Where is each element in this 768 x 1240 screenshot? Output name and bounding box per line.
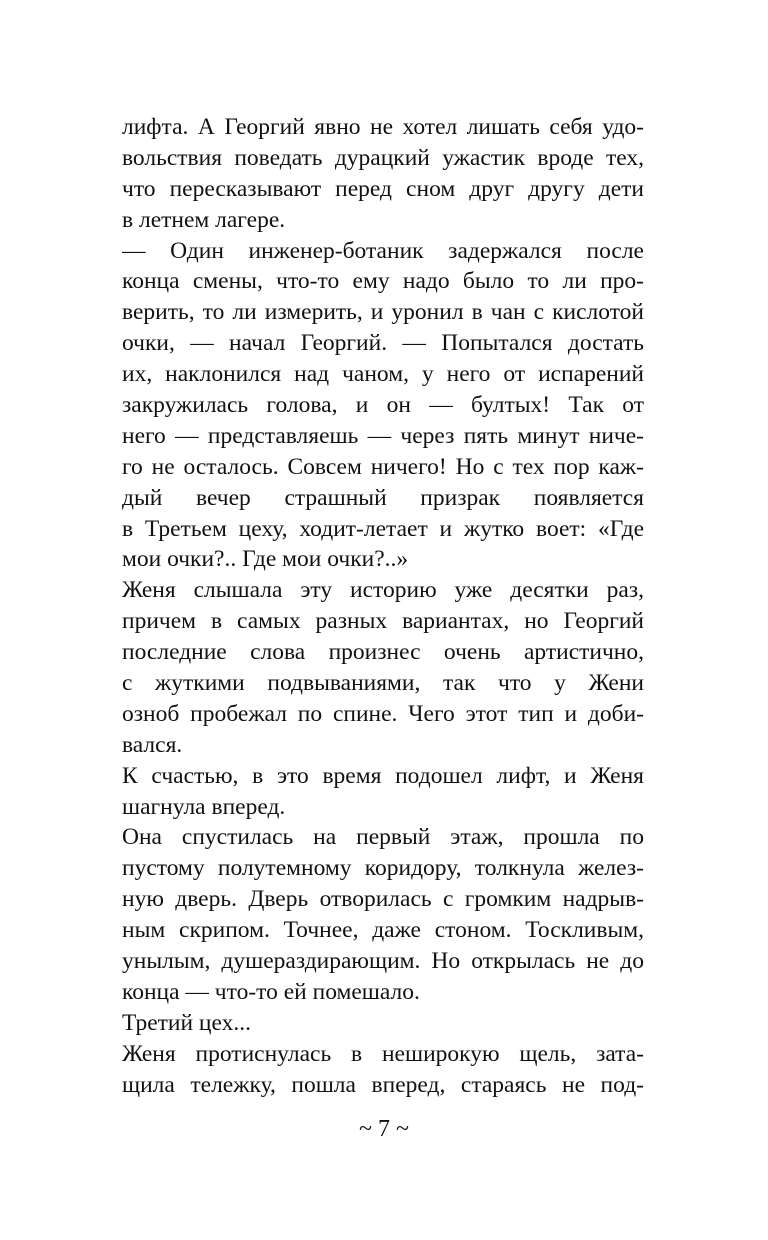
text-line: верить, то ли измерить, и уронил в чан с кислотой xyxy=(122,299,644,326)
text-line: унылым, душераздирающим. Но открылась не до xyxy=(122,948,644,975)
text-line: вался. xyxy=(122,731,183,758)
text-line: в Третьем цеху, ходит-летает и жутко воет: «Где xyxy=(122,515,644,542)
text-line: последние слова произнес очень артистично, xyxy=(122,639,644,666)
text-line: вольствия поведать дурацкий ужастик вроде тех, xyxy=(122,144,644,171)
text-line: Женя слышала эту историю уже десятки раз, xyxy=(122,577,644,604)
text-line: К счастью, в это время подошел лифт, и Женя xyxy=(122,762,644,789)
text-line: с жуткими подвываниями, так что у Жени xyxy=(122,670,644,697)
text-line: шагнула вперед. xyxy=(122,793,286,820)
text-line: го не осталось. Совсем ничего! Но с тех пор каж- xyxy=(122,453,644,480)
text-line: озноб пробежал по спине. Чего этот тип и доби- xyxy=(122,700,644,727)
text-line: закружилась голова, и он — бултых! Так от xyxy=(122,392,644,419)
text-line: их, наклонился над чаном, у него от испарений xyxy=(122,361,644,388)
text-line: Она спустилась на первый этаж, прошла по xyxy=(122,824,644,851)
text-line: очки, — начал Георгий. — Попытался достать xyxy=(122,330,644,357)
text-line: пустому полутемному коридору, толкнула желез- xyxy=(122,855,644,882)
text-line: — Один инженер-ботаник задержался после xyxy=(122,237,644,264)
text-line: него — представляешь — через пять минут ниче- xyxy=(122,422,644,449)
text-line: мои очки?.. Где мои очки?..» xyxy=(122,546,409,573)
text-line: щила тележку, пошла вперед, стараясь не под- xyxy=(122,1071,644,1098)
page-number: ~ 7 ~ xyxy=(359,1116,409,1142)
text-line: конца — что-то ей помешало. xyxy=(122,978,420,1005)
text-line: Женя протиснулась в неширокую щель, зата- xyxy=(122,1040,644,1067)
body-text xyxy=(122,112,644,1101)
text-line: ным скрипом. Точнее, даже стоном. Тоскливым, xyxy=(122,917,644,944)
text-line: ную дверь. Дверь отворилась с громким надрыв- xyxy=(122,886,644,913)
text-line: что пересказывают перед сном друг другу дети xyxy=(122,175,644,202)
text-line: лифта. А Георгий явно не хотел лишать себя удо- xyxy=(122,114,644,140)
text-line: причем в самых разных вариантах, но Георгий xyxy=(122,608,644,635)
text-line: в летнем лагере. xyxy=(122,206,286,233)
text-line: Третий цех... xyxy=(122,1009,252,1036)
text-line: дый вечер страшный призрак появляется xyxy=(122,484,644,511)
text-line: конца смены, что-то ему надо было то ли про- xyxy=(122,268,644,295)
